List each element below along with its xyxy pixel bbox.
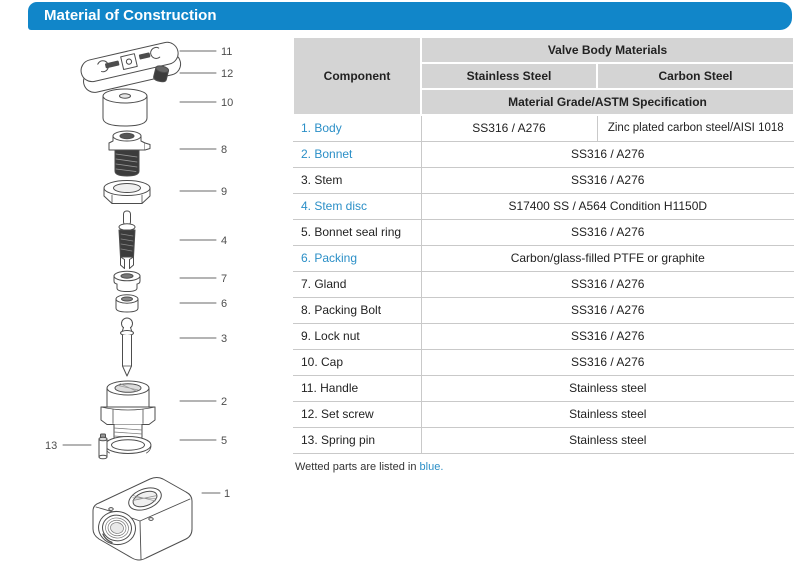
material-cell: SS316 / A276	[421, 219, 794, 245]
material-cell: SS316 / A276	[421, 323, 794, 349]
carbon-cell: Zinc plated carbon steel/AISI 1018	[597, 115, 794, 141]
material-cell: SS316 / A276	[421, 349, 794, 375]
component-cell: 13. Spring pin	[293, 427, 421, 453]
callout-9: 9	[221, 186, 228, 198]
material-cell: SS316 / A276	[421, 141, 794, 167]
valve-body-drawing	[93, 478, 192, 561]
packing-drawing	[116, 295, 138, 312]
table-row-packing-bolt	[293, 297, 794, 323]
section-banner	[28, 2, 792, 30]
material-cell: Stainless steel	[421, 375, 794, 401]
table-row-cap	[293, 349, 794, 375]
footnote	[292, 461, 794, 473]
component-cell: 5. Bonnet seal ring	[293, 219, 421, 245]
callout-10: 10	[221, 97, 234, 109]
stainless-cell: SS316 / A276	[421, 115, 597, 141]
table-row-lock-nut	[293, 323, 794, 349]
lock-nut-drawing	[104, 181, 150, 204]
callout-8: 8	[221, 144, 228, 156]
col-header-stainless-steel: Stainless Steel	[421, 63, 597, 89]
table-row-stem-disc	[293, 193, 794, 219]
table-row-stem	[293, 167, 794, 193]
callout-12: 12	[221, 68, 234, 80]
table-row-bonnet	[293, 141, 794, 167]
material-cell: S17400 SS / A564 Condition H1150D	[421, 193, 794, 219]
footnote-text: Wetted parts are listed in	[295, 460, 420, 473]
material-cell: SS316 / A276	[421, 297, 794, 323]
col-header-carbon-steel: Carbon Steel	[597, 63, 794, 89]
callout-4: 4	[221, 235, 228, 247]
component-cell: 6. Packing	[293, 245, 421, 271]
table-row-body	[293, 115, 794, 141]
table-row-packing	[293, 245, 794, 271]
col-header-material-grade: Material Grade/ASTM Specification	[421, 89, 794, 115]
valve-diagram-svg	[0, 30, 292, 570]
material-cell: Carbon/glass-filled PTFE or graphite	[421, 245, 794, 271]
stem-disc-drawing	[119, 211, 135, 269]
component-cell: 9. Lock nut	[293, 323, 421, 349]
table-row-bonnet-seal-ring	[293, 219, 794, 245]
cap-drawing	[103, 89, 147, 126]
component-cell: 10. Cap	[293, 349, 421, 375]
callout-7: 7	[221, 273, 228, 285]
table-row-spring-pin	[293, 427, 794, 453]
table-row-gland	[293, 271, 794, 297]
component-cell: 7. Gland	[293, 271, 421, 297]
stem-drawing	[121, 318, 134, 376]
col-header-component: Component	[293, 37, 421, 115]
material-of-construction-table	[292, 36, 795, 454]
valve-exploded-diagram	[0, 30, 292, 570]
page-title: Material of Construction	[44, 7, 217, 24]
material-cell: SS316 / A276	[421, 271, 794, 297]
table-row-set-screw	[293, 401, 794, 427]
component-cell: 11. Handle	[293, 375, 421, 401]
callout-3: 3	[221, 333, 228, 345]
seal-ring-drawing	[105, 437, 151, 454]
col-header-valve-body-materials: Valve Body Materials	[421, 37, 794, 63]
material-cell: Stainless steel	[421, 427, 794, 453]
component-cell: 3. Stem	[293, 167, 421, 193]
valve-handle-drawing	[79, 40, 183, 94]
callout-11: 11	[221, 46, 233, 58]
material-cell: SS316 / A276	[421, 167, 794, 193]
callout-6: 6	[221, 298, 228, 310]
footnote-highlight: blue.	[419, 460, 444, 473]
materials-table	[292, 36, 794, 473]
table-row-handle	[293, 375, 794, 401]
bonnet-drawing	[101, 381, 155, 442]
component-cell: 2. Bonnet	[293, 141, 421, 167]
spring-pin-drawing	[99, 434, 107, 459]
callout-2: 2	[221, 396, 228, 408]
material-cell: Stainless steel	[421, 401, 794, 427]
callout-5: 5	[221, 435, 228, 447]
callout-1: 1	[224, 488, 231, 500]
gland-drawing	[114, 271, 140, 291]
component-cell: 1. Body	[293, 115, 421, 141]
packing-bolt-drawing	[109, 131, 150, 176]
component-cell: 8. Packing Bolt	[293, 297, 421, 323]
component-cell: 4. Stem disc	[293, 193, 421, 219]
callout-13: 13	[45, 440, 58, 452]
component-cell: 12. Set screw	[293, 401, 421, 427]
